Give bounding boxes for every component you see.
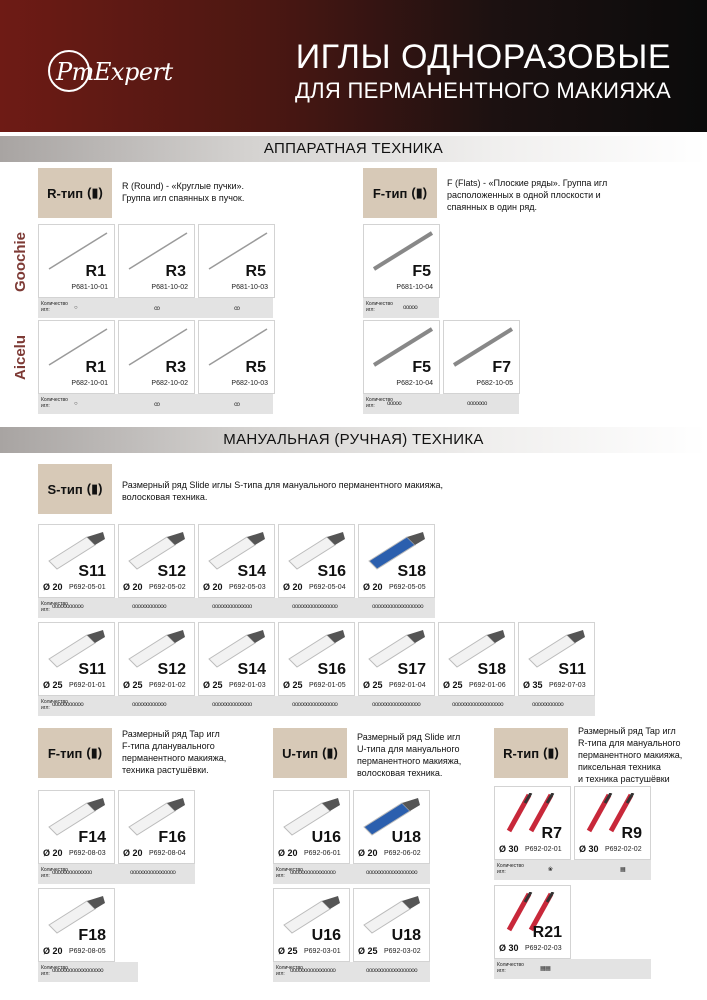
article-number: P692-01-01 xyxy=(69,682,106,689)
needle-round-icon: (▮) xyxy=(543,745,559,760)
manual-f-type-description: Размерный ряд Tap игл F-типа дланувального перманентного макияжа, техника растушёвки. xyxy=(122,729,227,775)
s-type-tag xyxy=(38,464,112,514)
needle-card xyxy=(278,524,355,598)
article-number: P682-10-04 xyxy=(396,380,433,387)
needle-diameter: Ø 30 xyxy=(499,844,519,854)
needle-diameter: Ø 20 xyxy=(123,582,143,592)
article-number: P681-10-02 xyxy=(151,284,188,291)
needle-diameter: Ø 20 xyxy=(123,848,143,858)
needle-card xyxy=(38,790,115,864)
article-number: P692-03-02 xyxy=(384,948,421,955)
needle-code: S12 xyxy=(157,661,186,678)
needle-count-symbol: oooooooooooooooooo xyxy=(372,604,424,610)
needle-count-symbol: ooooooo xyxy=(467,401,487,407)
needle-count-symbol: ꝏ xyxy=(154,306,160,312)
quantity-label: Количество игл: xyxy=(41,867,68,879)
needle-count-symbol: ○ xyxy=(74,401,78,407)
article-number: P692-01-02 xyxy=(149,682,186,689)
needle-code: S18 xyxy=(477,661,506,678)
needle-code: S14 xyxy=(237,563,266,580)
needle-count-symbol: oooooooooooooooo xyxy=(292,604,338,610)
r-type-tag xyxy=(38,168,112,218)
article-number: P692-08-05 xyxy=(69,948,106,955)
article-number: P692-02-03 xyxy=(525,945,562,952)
article-number: P681-10-03 xyxy=(231,284,268,291)
article-number: P692-08-04 xyxy=(149,850,186,857)
needle-u-icon: (▮) xyxy=(322,745,338,760)
needle-slide-icon: (▮) xyxy=(86,481,103,496)
quantity-label: Количество игл: xyxy=(41,601,68,613)
needle-diameter: Ø 20 xyxy=(363,582,383,592)
article-number: P682-10-03 xyxy=(231,380,268,387)
r-type-description: R (Round) - «Круглые пучки». Группа игл спаянных в пучок. xyxy=(122,181,245,203)
needle-code: R21 xyxy=(532,924,562,941)
needle-card xyxy=(118,790,195,864)
quantity-label: Количество игл: xyxy=(41,699,68,711)
needle-code: S11 xyxy=(78,661,106,678)
needle-count-symbol: ooooooooooo xyxy=(52,604,84,610)
needle-diameter: Ø 35 xyxy=(523,680,543,690)
needle-card xyxy=(518,622,595,696)
needle-code: S12 xyxy=(157,563,186,580)
needle-count-symbol: oooooooooooooo xyxy=(212,702,252,708)
needle-card xyxy=(358,524,435,598)
needle-card xyxy=(438,622,515,696)
s-type-label: S-тип xyxy=(47,481,83,497)
needle-card xyxy=(353,888,430,962)
needle-diameter: Ø 25 xyxy=(358,946,378,956)
needle-card xyxy=(118,524,195,598)
needle-code: R7 xyxy=(541,825,562,842)
needle-code: S16 xyxy=(317,661,346,678)
needle-code: R1 xyxy=(85,359,106,376)
needle-diameter: Ø 30 xyxy=(579,844,599,854)
article-number: P681-10-04 xyxy=(396,284,433,291)
needle-code: S14 xyxy=(237,661,266,678)
needle-code: U18 xyxy=(391,829,421,846)
needle-count-symbol: ooooo xyxy=(403,305,418,311)
needle-card xyxy=(118,224,195,298)
needle-diameter: Ø 25 xyxy=(43,680,63,690)
needle-code: S16 xyxy=(317,563,346,580)
needle-card xyxy=(198,224,275,298)
needle-card xyxy=(273,888,350,962)
article-number: P692-05-01 xyxy=(69,584,106,591)
manual-r-type-label: R-тип xyxy=(503,745,540,761)
needle-flat-icon: (▮) xyxy=(86,745,103,760)
manual-f-type-label: F-тип xyxy=(47,745,83,761)
needle-diameter: Ø 20 xyxy=(43,946,63,956)
needle-card xyxy=(38,320,115,394)
quantity-label: Количество игл: xyxy=(41,397,68,409)
needle-count-symbol: oooooooooooo xyxy=(132,702,167,708)
needle-count-symbol: ○ xyxy=(74,305,78,311)
needle-diameter: Ø 25 xyxy=(123,680,143,690)
article-number: P692-07-03 xyxy=(549,682,586,689)
needle-diameter: Ø 25 xyxy=(203,680,223,690)
article-number: P682-10-02 xyxy=(151,380,188,387)
needle-count-symbol: ▦ xyxy=(620,867,626,873)
quantity-label: Количество игл: xyxy=(497,863,524,875)
article-number: P692-06-02 xyxy=(384,850,421,857)
needle-code: S18 xyxy=(397,563,426,580)
needle-code: R1 xyxy=(85,263,106,280)
needle-count-symbol: ooooooooooo xyxy=(52,702,84,708)
needle-count-symbol: oooooooooooooooo xyxy=(292,702,338,708)
needle-code: S11 xyxy=(78,563,106,580)
needle-card xyxy=(358,622,435,696)
article-number: P692-06-01 xyxy=(304,850,341,857)
article-number: P692-02-01 xyxy=(525,846,562,853)
needle-code: R9 xyxy=(621,825,642,842)
quantity-row xyxy=(494,860,651,880)
article-number: P682-10-01 xyxy=(71,380,108,387)
needle-card xyxy=(494,885,571,959)
quantity-label: Количество игл: xyxy=(497,962,524,974)
needle-code: F16 xyxy=(158,829,186,846)
brand-label-goochie: Goochie xyxy=(12,231,29,292)
article-number: P692-05-05 xyxy=(389,584,426,591)
needle-code: F7 xyxy=(492,359,511,376)
needle-bundle-icon: (▮) xyxy=(87,185,103,200)
quantity-label: Количество игл: xyxy=(276,867,303,879)
quantity-label: Количество игл: xyxy=(366,397,393,409)
needle-code: F14 xyxy=(78,829,106,846)
needle-count-symbol: oooooooooooooooo xyxy=(290,870,336,876)
brand-label-aicelu: Aicelu xyxy=(12,334,29,380)
needle-count-symbol: oooooooooooo xyxy=(132,604,167,610)
needle-diameter: Ø 25 xyxy=(443,680,463,690)
needle-card xyxy=(353,790,430,864)
manual-f-type-tag xyxy=(38,728,112,778)
needle-count-symbol: ▦▦ xyxy=(540,966,551,972)
article-number: P692-02-02 xyxy=(605,846,642,853)
needle-diameter: Ø 20 xyxy=(278,848,298,858)
section-title-manual: МАНУАЛЬНАЯ (РУЧНАЯ) ТЕХНИКА xyxy=(0,427,707,453)
needle-card xyxy=(198,622,275,696)
needle-count-symbol: oooooooooooooooooo xyxy=(366,870,418,876)
page-subtitle: ДЛЯ ПЕРМАНЕНТНОГО МАКИЯЖА xyxy=(294,78,671,103)
needle-code: U16 xyxy=(311,829,341,846)
s-type-description: Размерный ряд Slide иглы S-типа для мануального перманентного макияжа, волосковая техника. xyxy=(122,480,444,502)
needle-code: U16 xyxy=(311,927,341,944)
needle-card xyxy=(574,786,651,860)
article-number: P692-01-06 xyxy=(469,682,506,689)
needle-code: R3 xyxy=(165,359,186,376)
needle-code: S11 xyxy=(558,661,586,678)
f-type-label: F-тип xyxy=(372,185,408,201)
needle-count-symbol: oooooooooooooo xyxy=(212,604,252,610)
needle-diameter: Ø 20 xyxy=(283,582,303,592)
needle-card xyxy=(198,320,275,394)
needle-card xyxy=(38,622,115,696)
needle-diameter: Ø 20 xyxy=(203,582,223,592)
article-number: P692-01-05 xyxy=(309,682,346,689)
needle-diameter: Ø 20 xyxy=(358,848,378,858)
needle-count-symbol: oooooooooooooooo xyxy=(290,968,336,974)
r-type-label: R-тип xyxy=(47,185,84,201)
needle-count-symbol: ❀ xyxy=(548,867,553,873)
needle-card xyxy=(363,320,440,394)
needle-count-symbol: oooooooooooooo xyxy=(52,870,92,876)
article-number: P692-05-02 xyxy=(149,584,186,591)
needle-code: U18 xyxy=(391,927,421,944)
header xyxy=(0,0,707,132)
quantity-row xyxy=(494,959,651,979)
quantity-label: Количество игл: xyxy=(366,301,393,313)
quantity-label: Количество игл: xyxy=(41,301,68,313)
needle-count-symbol: oooooooooooooooooo xyxy=(452,702,504,708)
needle-count-symbol: oooooooooooooooooo xyxy=(52,968,104,974)
article-number: P692-01-03 xyxy=(229,682,266,689)
needle-count-symbol: oooooooooooooooooo xyxy=(366,968,418,974)
needle-count-symbol: ꝏ xyxy=(234,306,240,312)
needle-card xyxy=(118,622,195,696)
needle-diameter: Ø 20 xyxy=(43,848,63,858)
section-title-machine: АППАРАТНАЯ ТЕХНИКА xyxy=(0,136,707,162)
page-title: ИГЛЫ ОДНОРАЗОВЫЕ xyxy=(295,38,671,76)
needle-diameter: Ø 25 xyxy=(278,946,298,956)
needle-diameter: Ø 20 xyxy=(43,582,63,592)
needle-card xyxy=(198,524,275,598)
needle-count-symbol: oooooooooooooooo xyxy=(130,870,176,876)
needle-count-symbol: ooooooooooooooooo xyxy=(372,702,421,708)
needle-card xyxy=(363,224,440,298)
article-number: P692-05-04 xyxy=(309,584,346,591)
article-number: P692-03-01 xyxy=(304,948,341,955)
manual-r-type-description: Размерный ряд Tap игл R-типа для мануального перманентного макияжа, пиксельная техника и техника растушёвки xyxy=(578,726,683,784)
needle-code: R5 xyxy=(245,263,266,280)
u-type-label: U-тип xyxy=(282,745,319,761)
needle-flat-icon: (▮) xyxy=(411,185,428,200)
u-type-description: Размерный ряд Slide игл U-типа для мануального перманентного макияжа, волосковая техника. xyxy=(357,732,462,778)
quantity-row xyxy=(363,298,439,318)
manual-r-type-tag xyxy=(494,728,568,778)
article-number: P692-01-04 xyxy=(389,682,426,689)
article-number: P681-10-01 xyxy=(71,284,108,291)
needle-card xyxy=(38,224,115,298)
needle-card xyxy=(273,790,350,864)
needle-code: F18 xyxy=(78,927,106,944)
f-type-tag xyxy=(363,168,437,218)
logo-text: PmExpert xyxy=(56,58,173,86)
needle-card xyxy=(118,320,195,394)
needle-card xyxy=(443,320,520,394)
quantity-label: Количество игл: xyxy=(276,965,303,977)
article-number: P692-05-03 xyxy=(229,584,266,591)
needle-count-symbol: ooooooooooo xyxy=(532,702,564,708)
needle-card xyxy=(278,622,355,696)
article-number: P682-10-05 xyxy=(476,380,513,387)
needle-diameter: Ø 30 xyxy=(499,943,519,953)
needle-count-symbol: ꝏ xyxy=(234,402,240,408)
needle-count-symbol: ꝏ xyxy=(154,402,160,408)
needle-card xyxy=(494,786,571,860)
needle-card xyxy=(38,888,115,962)
logo xyxy=(42,46,192,102)
needle-code: R3 xyxy=(165,263,186,280)
article-number: P692-08-03 xyxy=(69,850,106,857)
needle-card xyxy=(38,524,115,598)
needle-diameter: Ø 25 xyxy=(283,680,303,690)
needle-code: S17 xyxy=(397,661,426,678)
quantity-label: Количество игл: xyxy=(41,965,68,977)
needle-code: R5 xyxy=(245,359,266,376)
needle-code: F5 xyxy=(412,359,431,376)
f-type-description: F (Flats) - «Плоские ряды». Группа игл расположенных в одной плоскости и спаянных в один ряд. xyxy=(447,178,608,212)
needle-count-symbol: ooooo xyxy=(387,401,402,407)
needle-diameter: Ø 25 xyxy=(363,680,383,690)
u-type-tag xyxy=(273,728,347,778)
needle-code: F5 xyxy=(412,263,431,280)
